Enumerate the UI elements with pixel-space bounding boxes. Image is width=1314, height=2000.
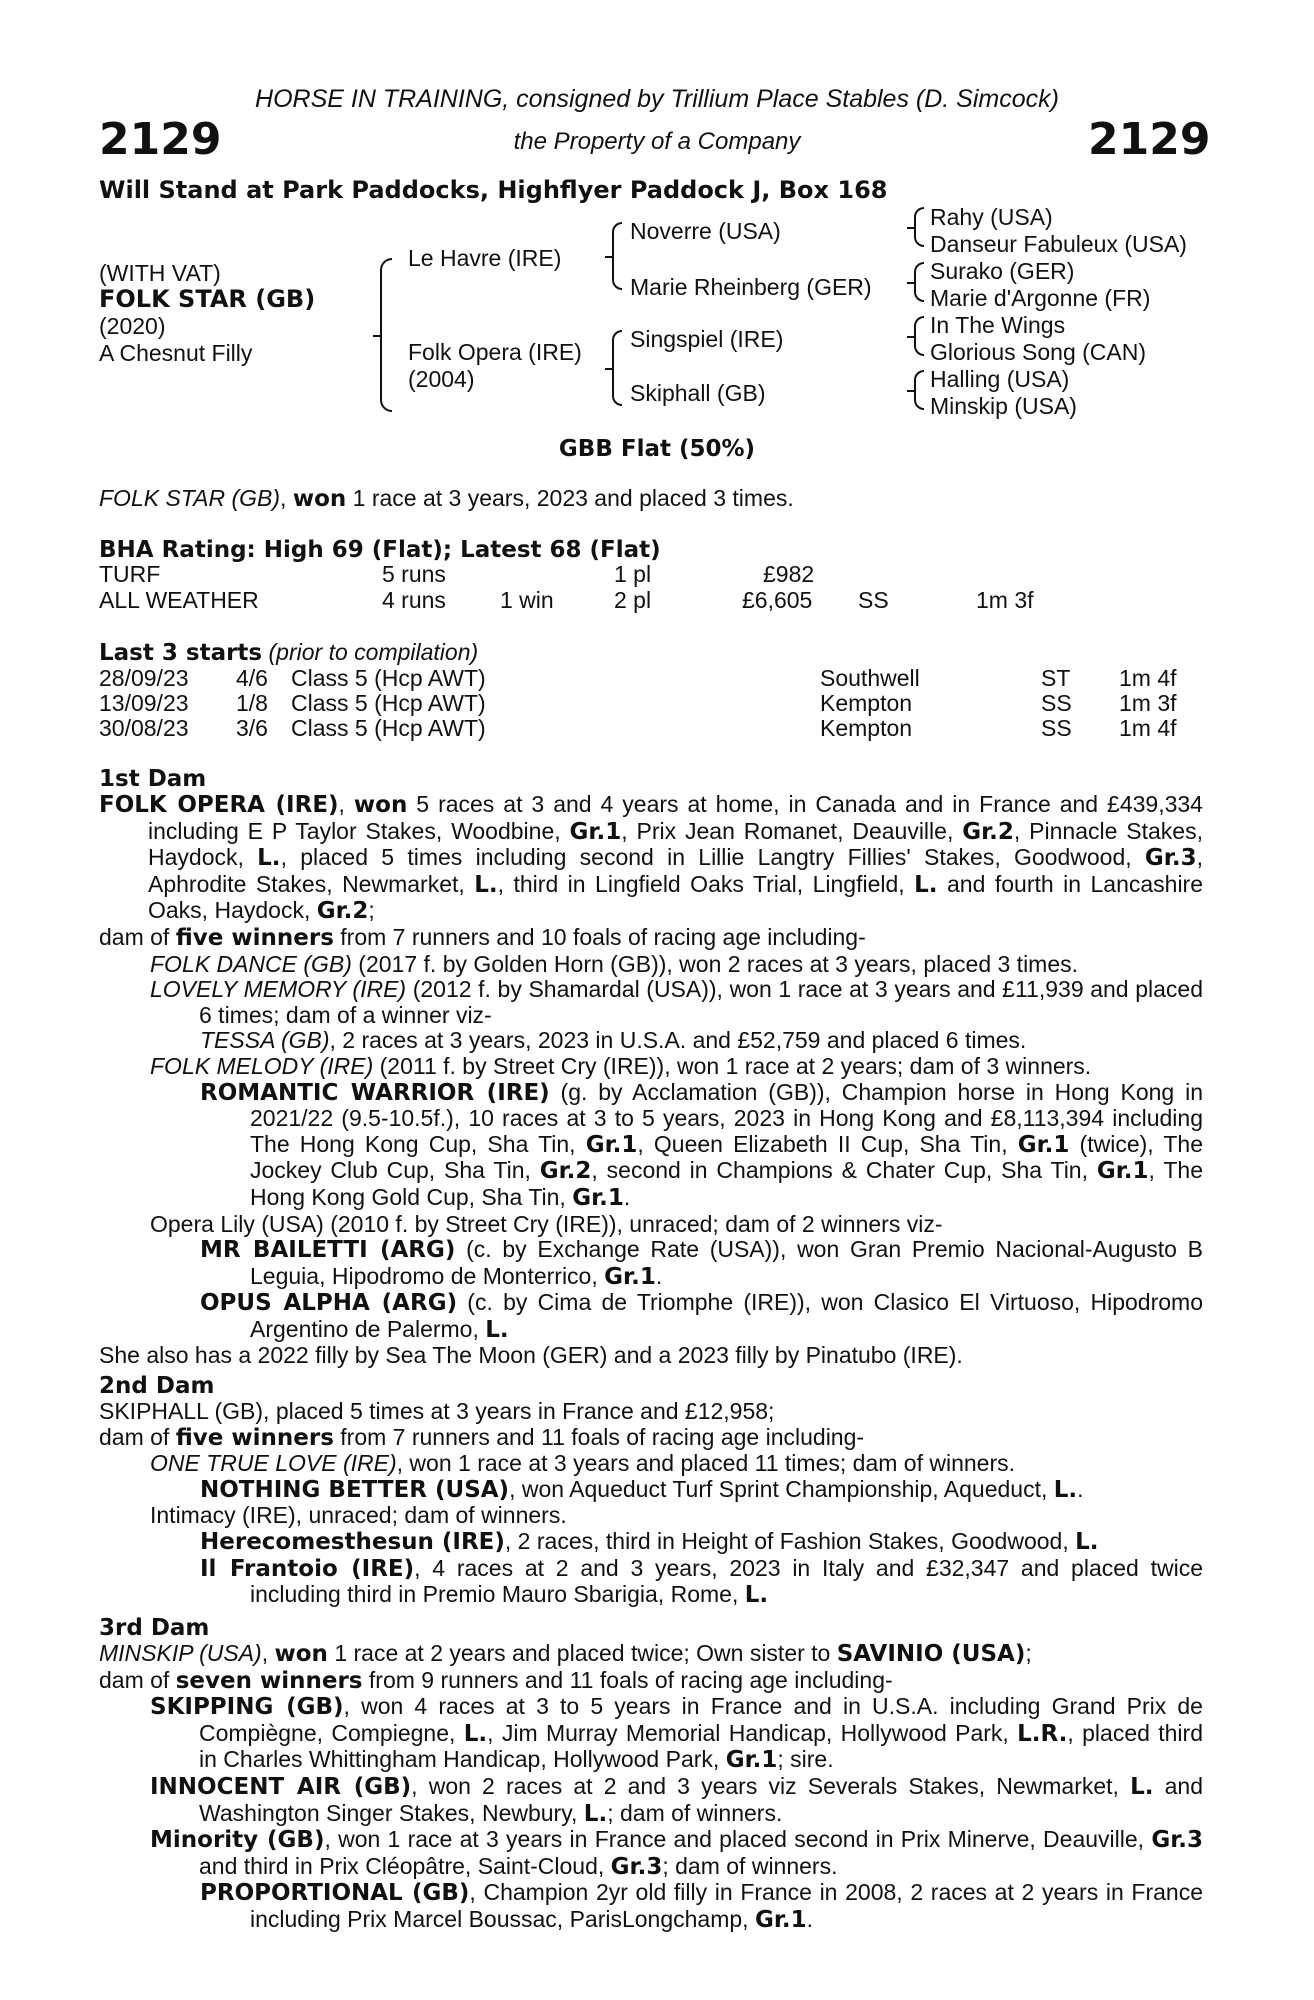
gbb-label: GBB Flat (50%) bbox=[558, 436, 756, 462]
start-date: 28/09/23 bbox=[99, 665, 189, 691]
rating-row-aw-going: SS bbox=[858, 587, 889, 613]
pedigree-dsd: Glorious Song (CAN) bbox=[930, 339, 1147, 365]
property-line: the Property of a Company bbox=[513, 128, 801, 155]
pedigree-brace-main bbox=[380, 258, 392, 412]
produce-innocent-air: INNOCENT AIR (GB), won 2 races at 2 and 3 years viz Severals Stakes, Newmarket, L. and Washington Singer Stakes, Newbury, L.; dam of winners. bbox=[150, 1772, 1204, 1827]
last-starts-heading: Last 3 starts (prior to compilation) bbox=[99, 639, 479, 666]
summary-name: FOLK STAR (GB) bbox=[99, 485, 281, 511]
start-going: ST bbox=[1041, 665, 1071, 691]
produce-folk-melody: FOLK MELODY (IRE) (2011 f. by Street Cry (IRE)), won 1 race at 2 years; dam of 3 winners. bbox=[150, 1052, 1092, 1079]
rating-row-aw-money: £6,605 bbox=[742, 587, 813, 613]
rating-row-aw-runs: 4 runs bbox=[382, 587, 446, 613]
lot-number-left: 2129 bbox=[99, 114, 222, 165]
vat-note: (WITH VAT) bbox=[99, 260, 221, 286]
start-going: SS bbox=[1041, 715, 1072, 741]
start-race: Class 5 (Hcp AWT) bbox=[291, 690, 486, 716]
start-course: Kempton bbox=[820, 690, 913, 716]
start-pos: 1/8 bbox=[236, 690, 268, 716]
pedigree-dss: In The Wings bbox=[930, 312, 1066, 338]
pedigree-sss: Rahy (USA) bbox=[930, 204, 1053, 230]
pedigree-dam-sire: Singspiel (IRE) bbox=[630, 326, 784, 352]
produce-opera-lily: Opera Lily (USA) (2010 f. by Street Cry (IRE)), unraced; dam of 2 winners viz- bbox=[150, 1210, 943, 1237]
pedigree-brace-dd bbox=[914, 370, 924, 410]
produce-tessa: TESSA (GB), 2 races at 3 years, 2023 in U.S.A. and £52,759 and placed 6 times. bbox=[200, 1027, 1027, 1054]
produce-lovely-memory: LOVELY MEMORY (IRE) (2012 f. by Shamardal (USA)), won 1 race at 3 years and £11,939 and placed 6 times; dam of a winner viz- bbox=[150, 976, 1203, 1028]
stand-location: Will Stand at Park Paddocks, Highflyer Paddock J, Box 168 bbox=[99, 176, 888, 204]
start-date: 30/08/23 bbox=[99, 715, 189, 741]
second-dam-record: SKIPHALL (GB), placed 5 times at 3 years in France and £12,958; dam of five winners from 7 runners and 11 foals of racing age including- ONE TRUE LOVE (IRE), won 1 race at 3 years and placed 11 times; dam of winners. NOTHING BETTER (USA), won Aqueduct Turf Sprint Championship, Aqueduct, L.. Intimacy (IRE), unraced; dam of winners. Herecomesthesun (IRE), 2 races, third in Height of Fashion Stakes, Goodwood, L. Il Frantoio (IRE), 4 races at 2 and 3 years, 2023 in Italy and £32,347 and placed twice including third in Premio Mauro Sbarigia, Rome, L. bbox=[99, 1398, 1203, 1609]
second-dam-heading: 2nd Dam bbox=[99, 1373, 215, 1399]
rating-row-aw-pl: 2 pl bbox=[614, 587, 652, 613]
produce-nothing-better: NOTHING BETTER (USA), won Aqueduct Turf Sprint Championship, Aqueduct, L.. bbox=[200, 1475, 1084, 1503]
produce-il-frantoio: Il Frantoio (IRE), 4 races at 2 and 3 years, 2023 in Italy and £32,347 and placed twice including third in Premio Mauro Sbarigia, Rome, L. bbox=[200, 1554, 1203, 1609]
pedigree-sds: Surako (GER) bbox=[930, 258, 1075, 284]
summary-rest: 1 race at 3 years, 2023 and placed 3 times. bbox=[346, 485, 794, 511]
pedigree-sire-dam: Marie Rheinberg (GER) bbox=[630, 274, 872, 300]
horse-year: (2020) bbox=[99, 313, 166, 339]
produce-minority: Minority (GB), won 1 race at 3 years in France and placed second in Prix Minerve, Deauville, Gr.3 and third in Prix Cléopâtre, Saint-Cloud, Gr.3; dam of winners. bbox=[150, 1826, 1203, 1880]
rating-row-aw-dist: 1m 3f bbox=[976, 587, 1034, 613]
produce-folk-dance: FOLK DANCE (GB) (2017 f. by Golden Horn (GB)), won 2 races at 3 years, placed 3 times. bbox=[150, 950, 1079, 977]
produce-skipping: SKIPPING (GB), won 4 races at 3 to 5 years in France and in U.S.A. including Grand Prix de Compiègne, Compiegne, L., Jim Murray Memorial Handicap, Hollywood Park, L.R., placed third in Charles Whittingham Handicap, Hollywood Park, Gr.1; sire. bbox=[150, 1693, 1203, 1774]
pedigree-dam-year: (2004) bbox=[408, 366, 475, 392]
consignor-line: HORSE IN TRAINING, consigned by Trillium Place Stables (D. Simcock) bbox=[255, 85, 1059, 113]
start-course: Kempton bbox=[820, 715, 913, 741]
race-summary: FOLK STAR (GB), won 1 race at 3 years, 2023 and placed 3 times. bbox=[99, 485, 794, 512]
produce-proportional: PROPORTIONAL (GB), Champion 2yr old filly in France in 2008, 2 races at 2 years in France including Prix Marcel Boussac, ParisLongchamp, Gr.1. bbox=[200, 1879, 1203, 1933]
rating-row-turf-surface: TURF bbox=[99, 561, 161, 587]
rating-row-aw-wins: 1 win bbox=[500, 587, 554, 613]
start-date: 13/09/23 bbox=[99, 690, 189, 716]
produce-opus-alpha: OPUS ALPHA (ARG) (c. by Cima de Triomphe (IRE)), won Clasico El Virtuoso, Hipodromo Argentino de Palermo, L. bbox=[200, 1289, 1203, 1343]
start-pos: 3/6 bbox=[236, 715, 268, 741]
first-dam-heading: 1st Dam bbox=[99, 766, 207, 792]
third-dam-record: MINSKIP (USA), won 1 race at 2 years and placed twice; Own sister to SAVINIO (USA); dam of seven winners from 9 runners and 11 foals of racing age including- SKIPPING (GB), won 4 races at 3 to 5 years in France and in U.S.A. including Grand Prix de Compiègne, Compiegne, L., Jim Murray Memorial Handicap, Hollywood Park, L.R., placed third in Charles Whittingham Handicap, Hollywood Park, Gr.1; sire. INNOCENT AIR (GB), won 2 races at 2 and 3 years viz Severals Stakes, Newmarket, L. and Washington Singer Stakes, Newbury, L.; dam of winners. Minority (GB), won 1 race at 3 years in France and placed second in Prix Minerve, Deauville, Gr.3 and third in Prix Cléopâtre, Saint-Cloud, Gr.3; dam of winners. PROPORTIONAL (GB), Champion 2yr old filly in France in 2008, 2 races at 2 years in France including Prix Marcel Boussac, ParisLongchamp, Gr.1. bbox=[99, 1640, 1204, 1933]
rating-row-aw-surface: ALL WEATHER bbox=[99, 587, 259, 613]
pedigree-dam-dam: Skiphall (GB) bbox=[630, 380, 766, 406]
produce-intimacy: Intimacy (IRE), unraced; dam of winners. bbox=[150, 1502, 567, 1529]
start-dist: 1m 3f bbox=[1119, 690, 1177, 716]
first-dam-record: FOLK OPERA (IRE), won 5 races at 3 and 4 years at home, in Canada and in France and £439,334 including E P Taylor Stakes, Woodbine, Gr.1, Prix Jean Romanet, Deauville, Gr.2, Pinnacle Stakes, Haydock, L., placed 5 times including second in Lillie Langtry Fillies' Stakes, Goodwood, Gr.3, Aphrodite Stakes, Newmarket, L., third in Lingfield Oaks Trial, Lingfield, L. and fourth in Lancashire Oaks, Haydock, Gr.2; dam of five winners from 7 runners and 10 foals of racing age including- FOLK DANCE (GB) (2017 f. by Golden Horn (GB)), won 2 races at 3 years, placed 3 times. LOVELY MEMORY (IRE) (2012 f. by Shamardal (USA)), won 1 race at 3 years and £11,939 and placed 6 times; dam of a winner viz- TESSA (GB), 2 races at 3 years, 2023 in U.S.A. and £52,759 and placed 6 times. FOLK MELODY (IRE) (2011 f. by Street Cry (IRE)), won 1 race at 2 years; dam of 3 winners. ROMANTIC WARRIOR (IRE) (g. by Acclamation (GB)), Champion horse in Hong Kong in 2021/22 (9.5-10.5f.), 10 races at 3 to 5 years, 2023 in Hong Kong and £8,113,394 including The Hong Kong Cup, Sha Tin, Gr.1, Queen Elizabeth II Cup, Sha Tin, Gr.1 (twice), The Jockey Club Cup, Sha Tin, Gr.2, second in Champions & Chater Cup, Sha Tin, Gr.1, The Hong Kong Gold Cup, Sha Tin, Gr.1. Opera Lily (USA) (2010 f. by Street Cry (IRE)), unraced; dam of 2 winners viz- MR BAILETTI (ARG) (c. by Exchange Rate (USA)), won Gran Premio Nacional-Augusto B Leguia, Hipodromo de Monterrico, Gr.1. OPUS ALPHA (ARG) (c. by Cima de Triomphe (IRE)), won Clasico El Virtuoso, Hipodromo Argentino de Palermo, L. She also has a 2022 filly by Sea The Moon (GER) and a 2023 filly by Pinatubo (IRE). bbox=[99, 791, 1204, 1369]
horse-description: A Chesnut Filly bbox=[99, 340, 253, 366]
start-race: Class 5 (Hcp AWT) bbox=[291, 665, 486, 691]
first-dam-also: She also has a 2022 filly by Sea The Moon (GER) and a 2023 filly by Pinatubo (IRE). bbox=[99, 1342, 963, 1369]
start-dist: 1m 4f bbox=[1119, 665, 1177, 691]
pedigree-brace-ds bbox=[914, 316, 924, 356]
pedigree-dam: Folk Opera (IRE) bbox=[408, 339, 582, 365]
pedigree-brace-sd bbox=[914, 262, 924, 302]
pedigree-sire-sire: Noverre (USA) bbox=[630, 218, 781, 244]
pedigree-brace-dam bbox=[612, 330, 622, 406]
rating-row-turf-pl: 1 pl bbox=[614, 561, 652, 587]
start-going: SS bbox=[1041, 690, 1072, 716]
produce-mr-bailetti: MR BAILETTI (ARG) (c. by Exchange Rate (USA)), won Gran Premio Nacional-Augusto B Leguia, Hipodromo de Monterrico, Gr.1. bbox=[200, 1236, 1204, 1290]
pedigree-brace-sire bbox=[612, 222, 622, 290]
lot-number-right: 2129 bbox=[1088, 114, 1211, 165]
third-dam-heading: 3rd Dam bbox=[99, 1615, 210, 1641]
start-race: Class 5 (Hcp AWT) bbox=[291, 715, 486, 741]
summary-won: won bbox=[292, 486, 347, 512]
produce-one-true-love: ONE TRUE LOVE (IRE), won 1 race at 3 years and placed 11 times; dam of winners. bbox=[150, 1450, 1015, 1477]
bha-rating-heading: BHA Rating: High 69 (Flat); Latest 68 (Flat) bbox=[99, 537, 661, 563]
start-pos: 4/6 bbox=[236, 665, 268, 691]
horse-name: FOLK STAR (GB) bbox=[99, 285, 316, 313]
start-dist: 1m 4f bbox=[1119, 715, 1177, 741]
pedigree-ssd: Danseur Fabuleux (USA) bbox=[930, 231, 1187, 257]
pedigree-dds: Halling (USA) bbox=[930, 366, 1070, 392]
pedigree-brace-ss bbox=[914, 207, 924, 247]
rating-row-turf-money: £982 bbox=[763, 561, 815, 587]
start-course: Southwell bbox=[820, 665, 920, 691]
pedigree-ddd: Minskip (USA) bbox=[930, 393, 1077, 419]
produce-romantic-warrior: ROMANTIC WARRIOR (IRE) (g. by Acclamation (GB)), Champion horse in Hong Kong in 2021/22 (9.5-10.5f.), 10 races at 3 to 5 years, 2023 in Hong Kong and £8,113,394 including The Hong Kong Cup, Sha Tin, Gr.1, Queen Elizabeth II Cup, Sha Tin, Gr.1 (twice), The Jockey Club Cup, Sha Tin, Gr.2, second in Champions & Chater Cup, Sha Tin, Gr.1, The Hong Kong Gold Cup, Sha Tin, Gr.1. bbox=[200, 1078, 1204, 1211]
pedigree-sdd: Marie d'Argonne (FR) bbox=[930, 285, 1151, 311]
produce-herecomesthesun: Herecomesthesun (IRE), 2 races, third in Height of Fashion Stakes, Goodwood, L. bbox=[200, 1527, 1099, 1555]
rating-row-turf-runs: 5 runs bbox=[382, 561, 446, 587]
pedigree-sire: Le Havre (IRE) bbox=[408, 245, 562, 271]
